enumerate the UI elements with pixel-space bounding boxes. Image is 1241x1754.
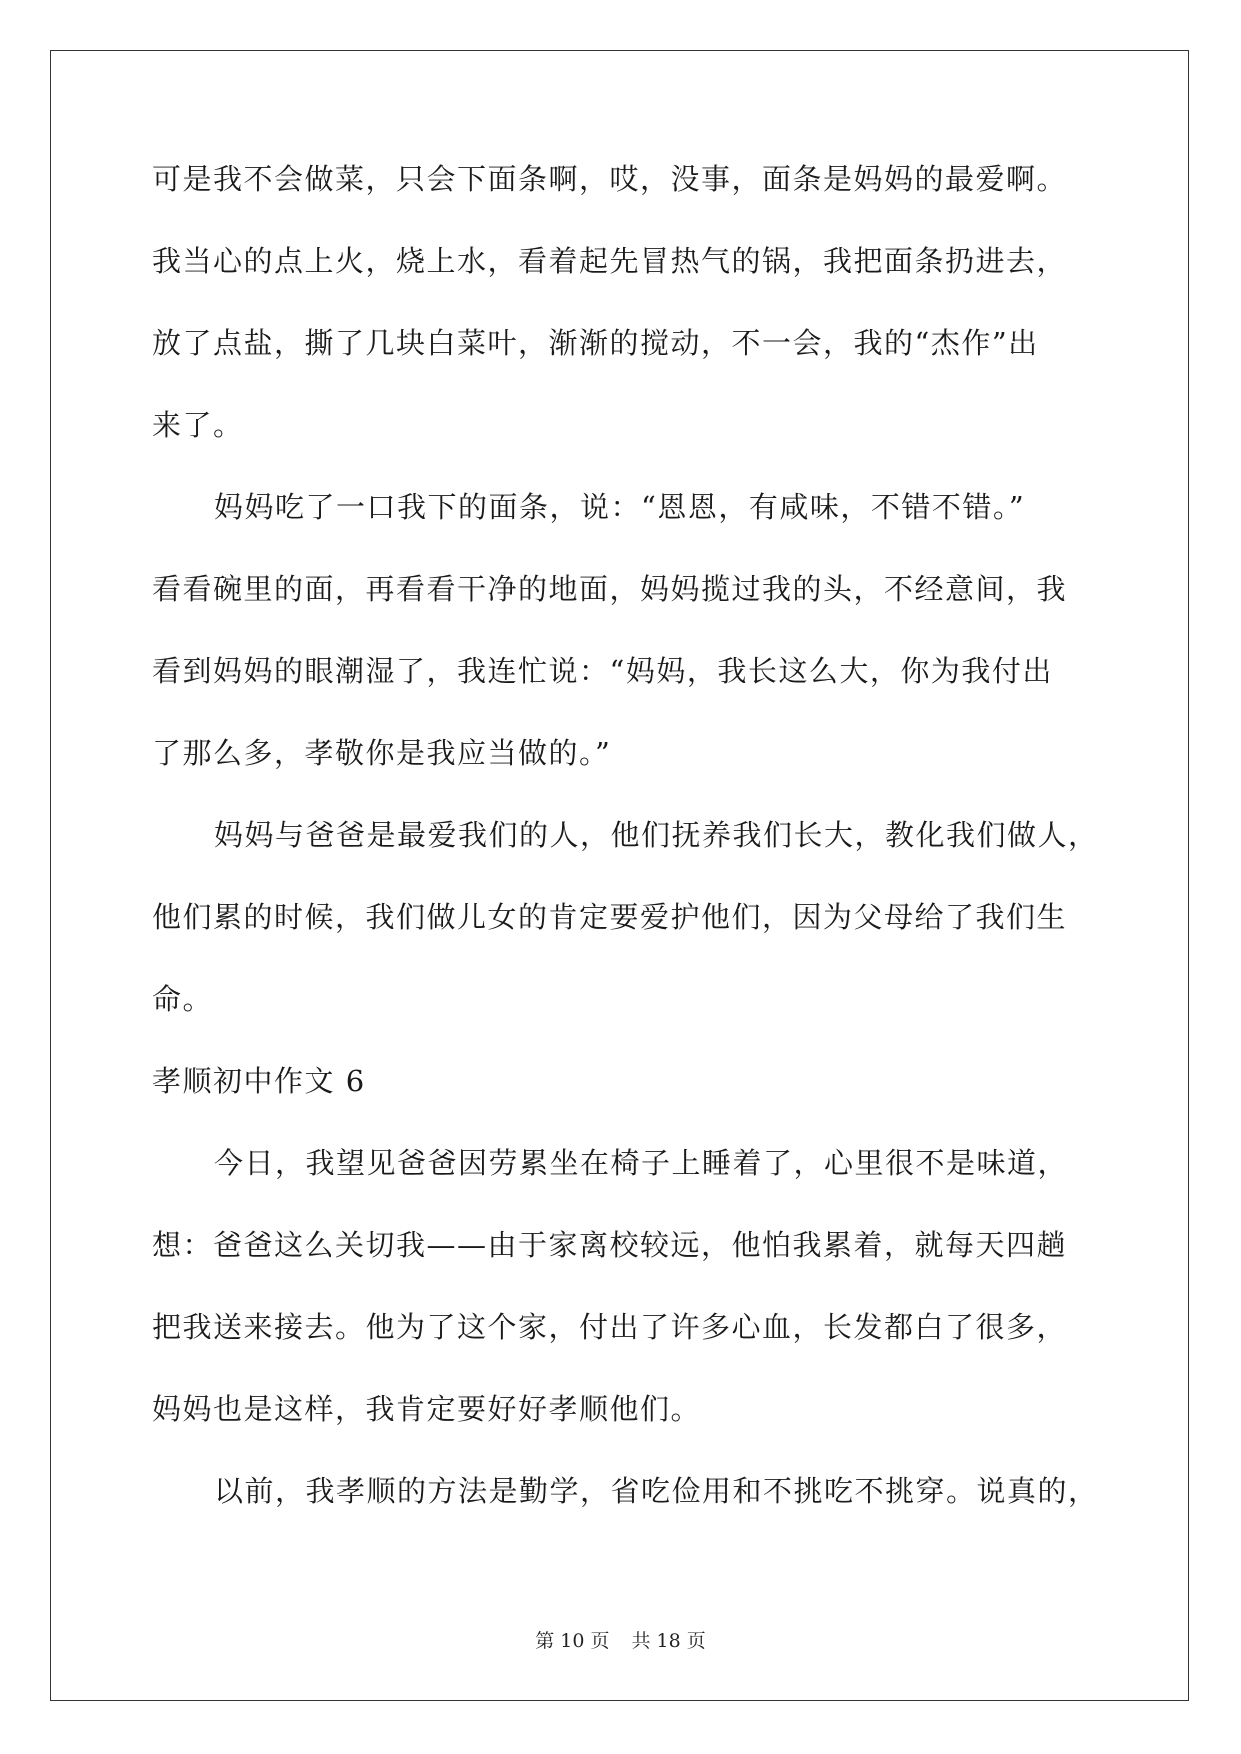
text-line-7: 看到妈妈的眼潮湿了，我连忙说：“妈妈，我长这么大，你为我付出 [152,654,1053,688]
text-line-16: 妈妈也是这样，我肯定要好好孝顺他们。 [152,1392,702,1426]
page-total: 共 18 页 [631,1630,706,1652]
text-line-1: 可是我不会做菜，只会下面条啊，哎，没事，面条是妈妈的最爱啊。 [152,162,1068,196]
text-line-14: 想：爸爸这么关切我——由于家离校较远，他怕我累着，就每天四趟 [152,1228,1068,1262]
text-line-9: 妈妈与爸爸是最爱我们的人，他们抚养我们长大，教化我们做人， [214,818,1099,852]
text-line-17: 以前，我孝顺的方法是勤学，省吃俭用和不挑吃不挑穿。说真的， [214,1474,1099,1508]
document-body [152,162,1099,1557]
text-line-4: 来了。 [152,408,244,442]
section-heading: 孝顺初中作文 6 [152,1064,366,1098]
text-line-2: 我当心的点上火，烧上水，看着起先冒热气的锅，我把面条扔进去， [152,244,1068,278]
page-number: 第 10 页 [535,1630,610,1652]
text-line-8: 了那么多，孝敬你是我应当做的。” [152,736,612,770]
text-line-10: 他们累的时候，我们做儿女的肯定要爱护他们，因为父母给了我们生 [152,900,1068,934]
text-line-15: 把我送来接去。他为了这个家，付出了许多心血，长发都白了很多， [152,1310,1068,1344]
text-line-3: 放了点盐，撕了几块白菜叶，渐渐的搅动，不一会，我的“杰作”出 [152,326,1039,360]
text-line-6: 看看碗里的面，再看看干净的地面，妈妈揽过我的头，不经意间，我 [152,572,1068,606]
page-footer [0,1626,1241,1653]
text-line-13: 今日，我望见爸爸因劳累坐在椅子上睡着了，心里很不是味道， [214,1146,1069,1180]
text-line-11: 命。 [152,982,214,1016]
text-line-5: 妈妈吃了一口我下的面条，说：“恩恩，有咸味，不错不错。” [214,490,1026,524]
